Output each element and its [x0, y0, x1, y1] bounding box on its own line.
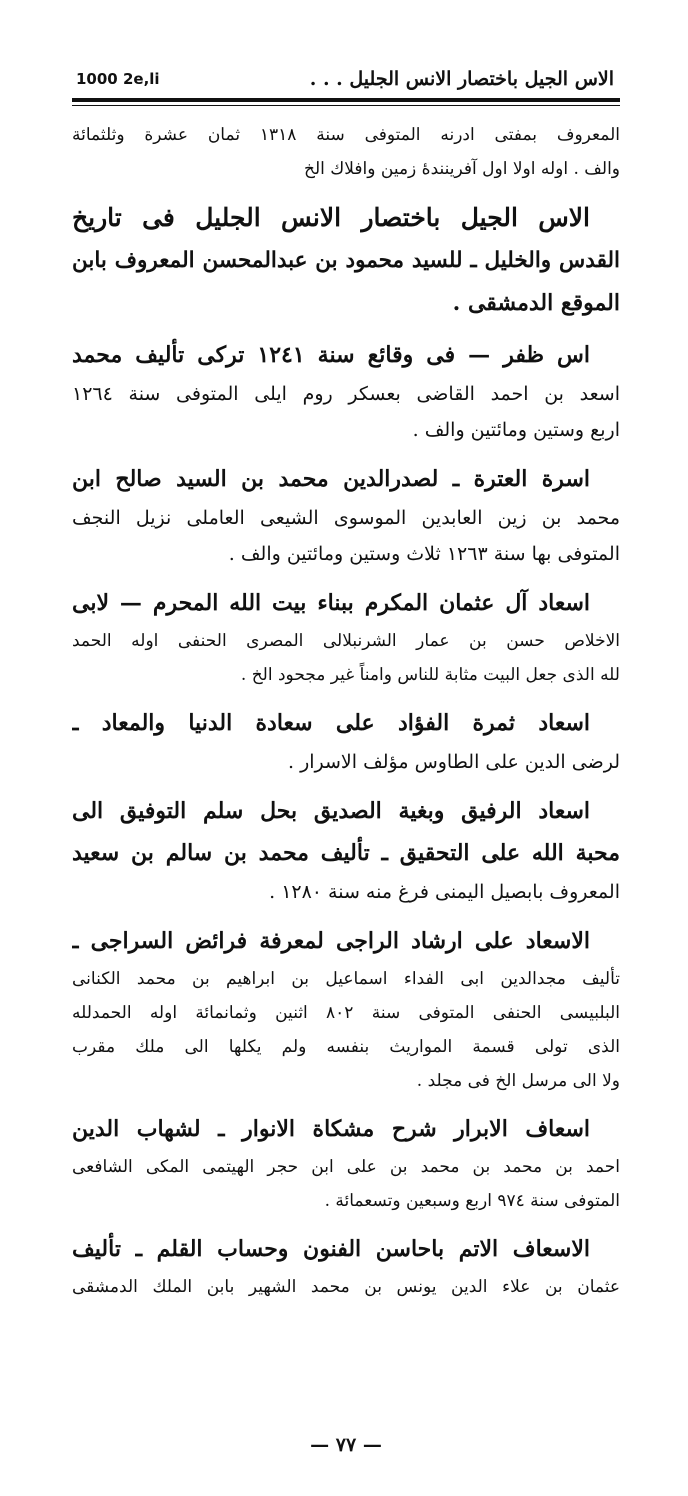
entry-line: تأليف مجدالدين ابى الفداء اسماعيل بن ابراهيم بن محمد الكنانى: [72, 969, 620, 989]
entry-line: البلبيسى الحنفى المتوفى سنة ٨٠٢ اثنين وثمانمائة اوله الحمدلله: [72, 1003, 620, 1023]
bibliography-entry: [72, 458, 620, 572]
entry-line: محبة الله على التحقيق ـ تأليف محمد بن سالم بن سعيد: [72, 840, 620, 866]
entry-line: المتوفى سنة ٩٧٤ اربع وسبعين وتسعمائة .: [324, 1191, 620, 1211]
header-rule-thin: [72, 105, 620, 106]
entry-line: المعروف بمفتى ادرنه المتوفى سنة ١٣١٨ ثمان عشرة وثلثمائة: [72, 125, 620, 145]
running-title: الاس الجيل باختصار الانس الجليل . . .: [309, 68, 614, 90]
entry-title-line: الاسعاف الاتم باحاسن الفنون وحساب القلم ـ تأليف: [72, 1236, 590, 1262]
entry-line: المعروف بابصيل اليمنى فرغ منه سنة ١٢٨٠ .: [269, 881, 620, 903]
entry-line: القدس والخليل ـ للسيد محمود بن عبدالمحسن المعروف بابن: [72, 248, 620, 273]
entry-title-line: اسعاد ثمرة الفؤاد على سعادة الدنيا والمعاد ـ: [72, 710, 590, 736]
entry-title-line: اسرة العترة ـ لصدرالدين محمد بن السيد صالح ابن: [72, 466, 590, 492]
signature-mark: 1000 2e,li: [76, 70, 160, 88]
bibliography-entry: [72, 1108, 620, 1218]
bibliography-entry: [72, 196, 620, 324]
entry-list: [72, 118, 620, 1304]
entry-title-line: الاس الجيل باختصار الانس الجليل فى تاريخ: [72, 203, 590, 232]
entry-title-line: اسعاد آل عثمان المكرم ببناء بيت الله المحرم — لابى: [72, 590, 590, 616]
bibliography-entry: [72, 920, 620, 1098]
entry-title-line: اسعاد الرفيق وبغية الصديق بحل سلم التوفيق الى: [72, 798, 590, 824]
entry-title-line: اس ظفر — فى وقائع سنة ١٢٤١ تركى تأليف محمد: [72, 342, 590, 368]
entry-line: ولا الى مرسل الخ فى مجلد .: [416, 1071, 620, 1091]
entry-line: عثمان بن علاء الدين يونس بن محمد الشهير بابن الملك الدمشقى: [72, 1277, 620, 1297]
entry-line: الموقع الدمشقى .: [452, 290, 620, 316]
bibliography-entry: [72, 334, 620, 448]
entry-line: الذى تولى قسمة المواريث بنفسه ولم يكلها الى ملك مقرب: [72, 1037, 620, 1057]
entry-line: المتوفى بها سنة ١٢٦٣ ثلاث وستين ومائتين والف .: [228, 543, 620, 565]
entry-line: لله الذى جعل البيت مثابة للناس وامناً غير مجحود الخ .: [240, 665, 620, 685]
header-rule-thick: [72, 98, 620, 102]
entry-line: اسعد بن احمد القاضى بعسكر روم ايلى المتوفى سنة ١٢٦٤: [72, 383, 620, 405]
entry-line: احمد بن محمد بن محمد بن على ابن حجر الهيتمى المكى الشافعى: [72, 1157, 620, 1177]
bibliography-entry: [72, 582, 620, 692]
page-number: — ٧٧ —: [310, 1434, 382, 1456]
entry-title-line: اسعاف الابرار شرح مشكاة الانوار ـ لشهاب الدين: [72, 1116, 590, 1142]
bibliography-entry: [72, 1228, 620, 1304]
entry-title-line: الاسعاد على ارشاد الراجى لمعرفة فرائض السراجى ـ: [72, 928, 590, 954]
entry-line: والف . اوله اولا اول آفرينندهٔ زمين وافلاك الخ: [303, 159, 620, 179]
bibliography-entry: [72, 118, 620, 186]
entry-line: اربع وستين ومائتين والف .: [412, 419, 620, 441]
bibliography-entry: [72, 790, 620, 910]
book-page: [72, 64, 620, 1456]
entry-line: الاخلاص حسن بن عمار الشرنبلالى المصرى الحنفى اوله الحمد: [72, 631, 620, 651]
entry-line: محمد بن زين العابدين الموسوى الشيعى العاملى نزيل النجف: [72, 507, 620, 529]
running-header: [72, 64, 620, 96]
entry-line: لرضى الدين على الطاوس مؤلف الاسرار .: [287, 751, 620, 773]
bibliography-entry: [72, 702, 620, 780]
